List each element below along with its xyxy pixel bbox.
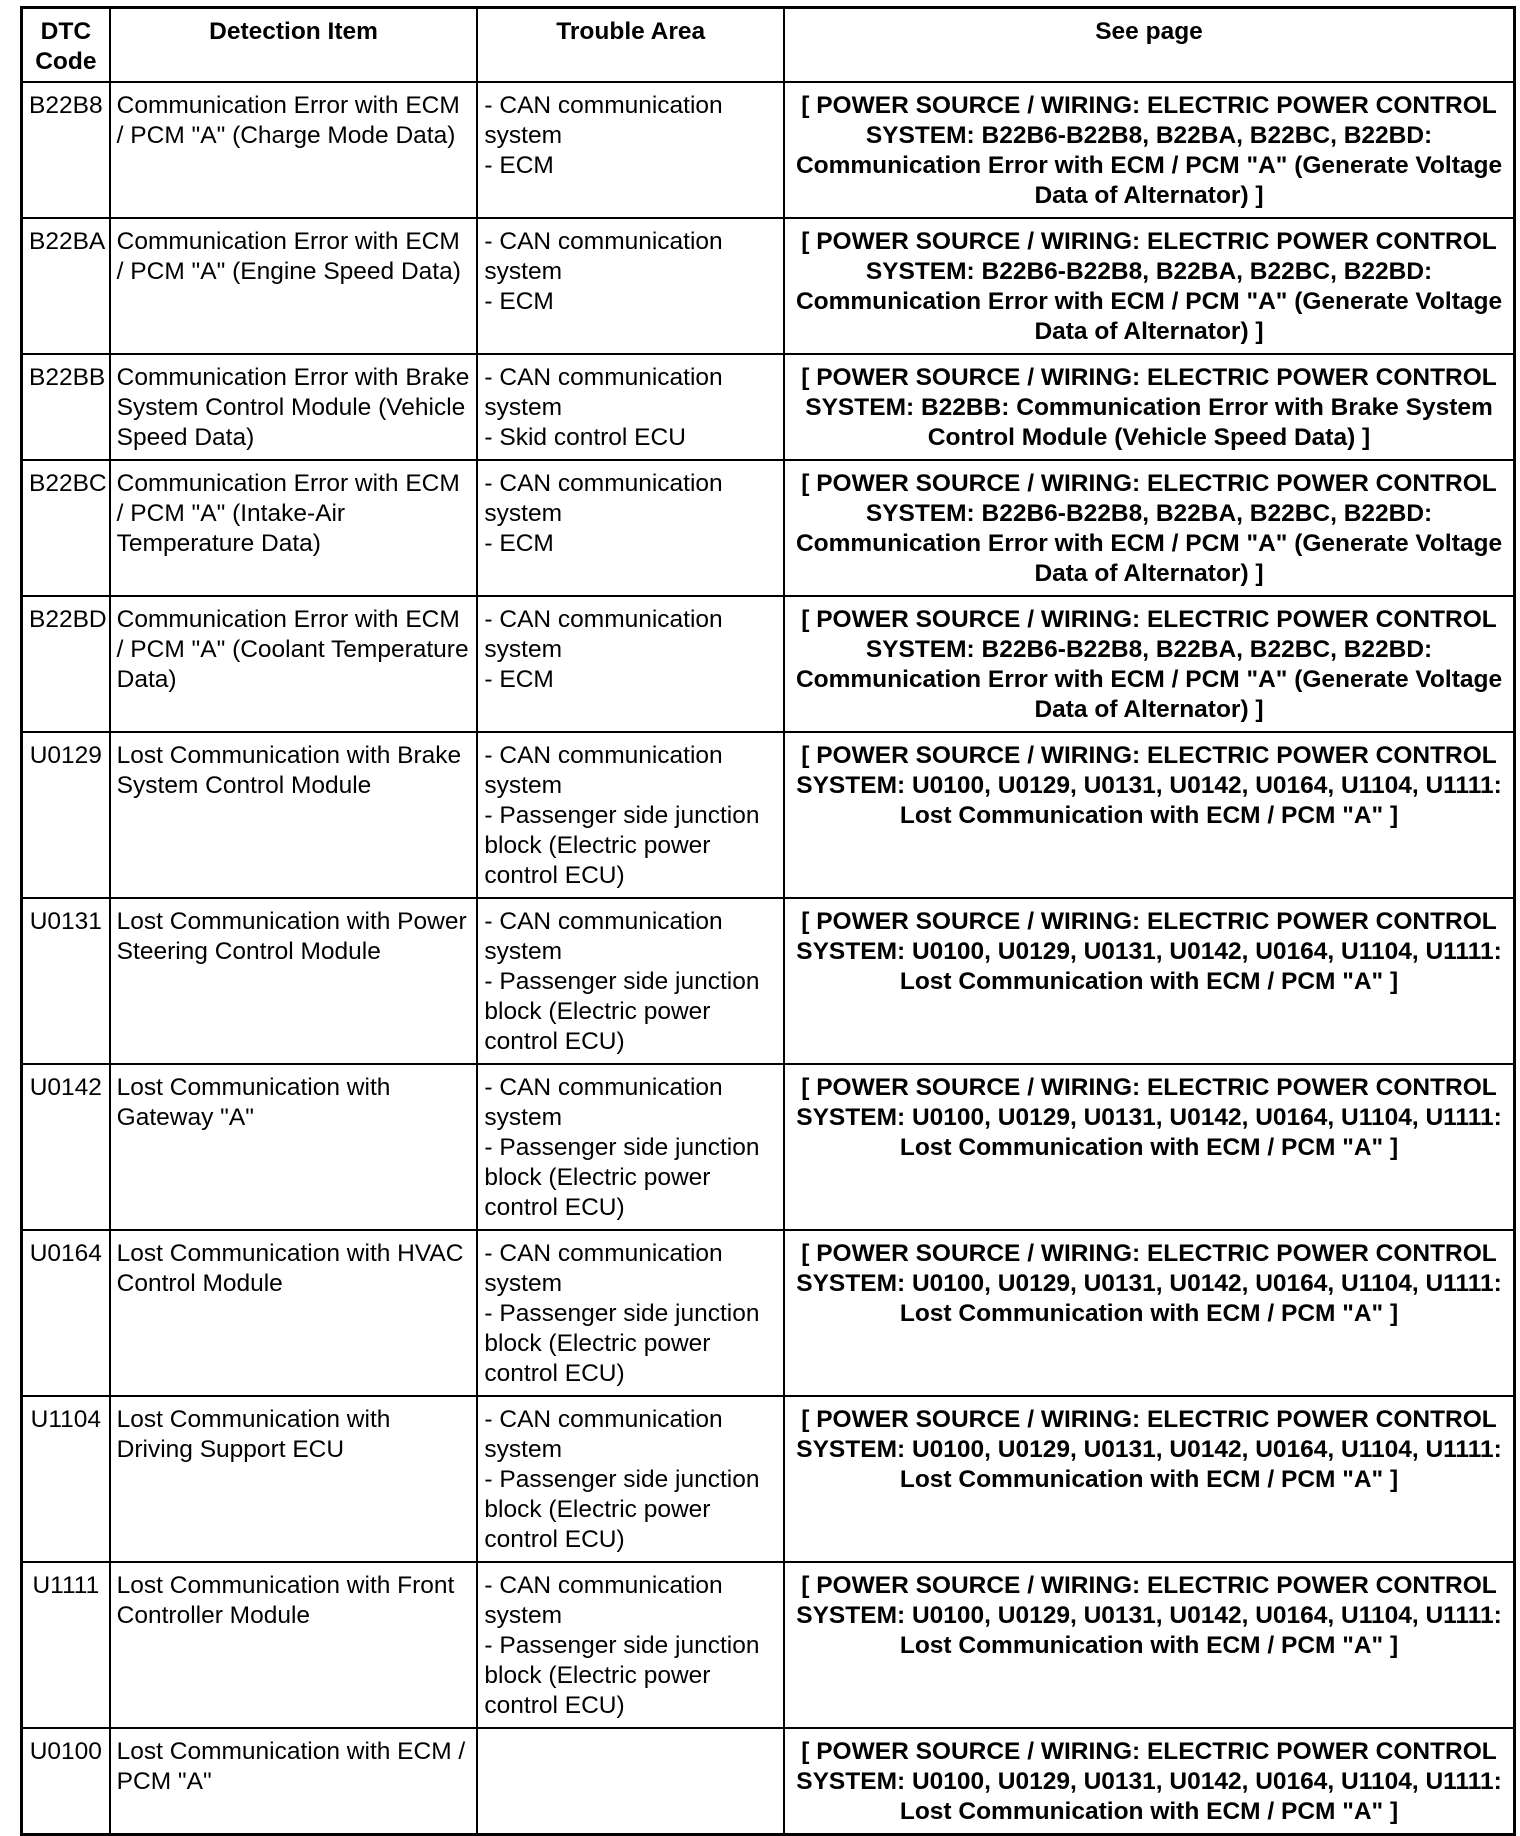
header-dtc-code [22, 8, 110, 83]
table-row [22, 460, 1515, 596]
detection-item-cell: Lost Communication with ECM / PCM "A" [110, 1728, 478, 1835]
trouble-area-cell [477, 218, 784, 354]
detection-item-cell: Communication Error with ECM / PCM "A" (Charge Mode Data) [110, 82, 478, 218]
trouble-area-item: - Passenger side junction block (Electric power control ECU) [484, 1466, 760, 1553]
trouble-area-item: - CAN communication system [484, 742, 723, 799]
header-dtc-code-line1: DTC [40, 18, 92, 45]
dtc-table [20, 6, 1516, 1836]
trouble-area-item: - Passenger side junction block (Electric power control ECU) [484, 968, 760, 1055]
table-row [22, 1396, 1515, 1562]
detection-item-cell: Communication Error with Brake System Control Module (Vehicle Speed Data) [110, 354, 478, 460]
detection-item-cell: Lost Communication with Front Controller Module [110, 1562, 478, 1728]
dtc-code-cell: B22BC [22, 460, 110, 596]
trouble-area-cell [477, 732, 784, 898]
table-body [22, 82, 1515, 1835]
trouble-area-item: - Passenger side junction block (Electric power control ECU) [484, 802, 760, 889]
trouble-area-item: - Passenger side junction block (Electric power control ECU) [484, 1632, 760, 1719]
trouble-area-cell [477, 354, 784, 460]
table-row [22, 82, 1515, 218]
header-see-page: See page [784, 8, 1514, 83]
see-page-reference-cell: [ POWER SOURCE / WIRING: ELECTRIC POWER CONTROL SYSTEM: B22B6-B22B8, B22BA, B22BC, B22BD: Communication Error with ECM / PCM "A" (Generate Voltage Data of Alternator) ] [784, 218, 1514, 354]
detection-item-cell: Lost Communication with HVAC Control Module [110, 1230, 478, 1396]
header-dtc-code-line2: Code [35, 48, 97, 75]
see-page-reference-cell: [ POWER SOURCE / WIRING: ELECTRIC POWER CONTROL SYSTEM: U0100, U0129, U0131, U0142, U0164, U1104, U1111: Lost Communication with ECM / PCM "A" ] [784, 1396, 1514, 1562]
detection-item-cell: Communication Error with ECM / PCM "A" (Intake-Air Temperature Data) [110, 460, 478, 596]
trouble-area-item: - Passenger side junction block (Electric power control ECU) [484, 1134, 760, 1221]
trouble-area-item: - ECM [484, 152, 554, 179]
header-detection-item: Detection Item [110, 8, 478, 83]
dtc-code-cell: U0142 [22, 1064, 110, 1230]
trouble-area-item: - CAN communication system [484, 1074, 723, 1131]
trouble-area-item: - CAN communication system [484, 1406, 723, 1463]
table-row [22, 354, 1515, 460]
trouble-area-cell [477, 898, 784, 1064]
see-page-reference-cell: [ POWER SOURCE / WIRING: ELECTRIC POWER CONTROL SYSTEM: U0100, U0129, U0131, U0142, U0164, U1104, U1111: Lost Communication with ECM / PCM "A" ] [784, 1728, 1514, 1835]
trouble-area-item: - CAN communication system [484, 92, 723, 149]
header-trouble-area: Trouble Area [477, 8, 784, 83]
trouble-area-item: - ECM [484, 666, 554, 693]
table-row [22, 1728, 1515, 1835]
dtc-code-cell: B22B8 [22, 82, 110, 218]
trouble-area-item: - Passenger side junction block (Electric power control ECU) [484, 1300, 760, 1387]
header-row [22, 8, 1515, 83]
trouble-area-cell [477, 596, 784, 732]
table-row [22, 1230, 1515, 1396]
dtc-code-cell: U0100 [22, 1728, 110, 1835]
detection-item-cell: Lost Communication with Driving Support ECU [110, 1396, 478, 1562]
see-page-reference-cell: [ POWER SOURCE / WIRING: ELECTRIC POWER CONTROL SYSTEM: U0100, U0129, U0131, U0142, U0164, U1104, U1111: Lost Communication with ECM / PCM "A" ] [784, 732, 1514, 898]
table-row [22, 898, 1515, 1064]
see-page-reference-cell: [ POWER SOURCE / WIRING: ELECTRIC POWER CONTROL SYSTEM: B22B6-B22B8, B22BA, B22BC, B22BD: Communication Error with ECM / PCM "A" (Generate Voltage Data of Alternator) ] [784, 460, 1514, 596]
trouble-area-cell [477, 1396, 784, 1562]
dtc-code-cell: U1104 [22, 1396, 110, 1562]
trouble-area-item: - ECM [484, 530, 554, 557]
dtc-code-cell: U1111 [22, 1562, 110, 1728]
detection-item-cell: Lost Communication with Brake System Control Module [110, 732, 478, 898]
dtc-code-cell: B22BD [22, 596, 110, 732]
trouble-area-item: - CAN communication system [484, 364, 723, 421]
trouble-area-cell [477, 1728, 784, 1835]
trouble-area-item: - CAN communication system [484, 1240, 723, 1297]
dtc-code-cell: U0131 [22, 898, 110, 1064]
trouble-area-cell [477, 1562, 784, 1728]
detection-item-cell: Lost Communication with Power Steering Control Module [110, 898, 478, 1064]
trouble-area-cell [477, 460, 784, 596]
trouble-area-item: - CAN communication system [484, 470, 723, 527]
dtc-code-cell: U0164 [22, 1230, 110, 1396]
table-row [22, 1064, 1515, 1230]
see-page-reference-cell: [ POWER SOURCE / WIRING: ELECTRIC POWER CONTROL SYSTEM: U0100, U0129, U0131, U0142, U0164, U1104, U1111: Lost Communication with ECM / PCM "A" ] [784, 1064, 1514, 1230]
see-page-reference-cell: [ POWER SOURCE / WIRING: ELECTRIC POWER CONTROL SYSTEM: B22BB: Communication Error with Brake System Control Module (Vehicle Speed Data) ] [784, 354, 1514, 460]
see-page-reference-cell: [ POWER SOURCE / WIRING: ELECTRIC POWER CONTROL SYSTEM: U0100, U0129, U0131, U0142, U0164, U1104, U1111: Lost Communication with ECM / PCM "A" ] [784, 1230, 1514, 1396]
dtc-code-cell: B22BB [22, 354, 110, 460]
trouble-area-cell [477, 1064, 784, 1230]
trouble-area-item: - ECM [484, 288, 554, 315]
see-page-reference-cell: [ POWER SOURCE / WIRING: ELECTRIC POWER CONTROL SYSTEM: U0100, U0129, U0131, U0142, U0164, U1104, U1111: Lost Communication with ECM / PCM "A" ] [784, 898, 1514, 1064]
see-page-reference-cell: [ POWER SOURCE / WIRING: ELECTRIC POWER CONTROL SYSTEM: U0100, U0129, U0131, U0142, U0164, U1104, U1111: Lost Communication with ECM / PCM "A" ] [784, 1562, 1514, 1728]
table-header [22, 8, 1515, 83]
trouble-area-cell [477, 1230, 784, 1396]
trouble-area-item: - Skid control ECU [484, 424, 686, 451]
table-row [22, 218, 1515, 354]
trouble-area-item: - CAN communication system [484, 606, 723, 663]
see-page-reference-cell: [ POWER SOURCE / WIRING: ELECTRIC POWER CONTROL SYSTEM: B22B6-B22B8, B22BA, B22BC, B22BD: Communication Error with ECM / PCM "A" (Generate Voltage Data of Alternator) ] [784, 82, 1514, 218]
trouble-area-item: - CAN communication system [484, 228, 723, 285]
dtc-code-cell: U0129 [22, 732, 110, 898]
trouble-area-item: - CAN communication system [484, 908, 723, 965]
table-row [22, 732, 1515, 898]
table-row [22, 1562, 1515, 1728]
detection-item-cell: Communication Error with ECM / PCM "A" (Engine Speed Data) [110, 218, 478, 354]
detection-item-cell: Lost Communication with Gateway "A" [110, 1064, 478, 1230]
detection-item-cell: Communication Error with ECM / PCM "A" (Coolant Temperature Data) [110, 596, 478, 732]
table-row [22, 596, 1515, 732]
trouble-area-cell [477, 82, 784, 218]
dtc-code-cell: B22BA [22, 218, 110, 354]
trouble-area-item: - CAN communication system [484, 1572, 723, 1629]
see-page-reference-cell: [ POWER SOURCE / WIRING: ELECTRIC POWER CONTROL SYSTEM: B22B6-B22B8, B22BA, B22BC, B22BD: Communication Error with ECM / PCM "A" (Generate Voltage Data of Alternator) ] [784, 596, 1514, 732]
